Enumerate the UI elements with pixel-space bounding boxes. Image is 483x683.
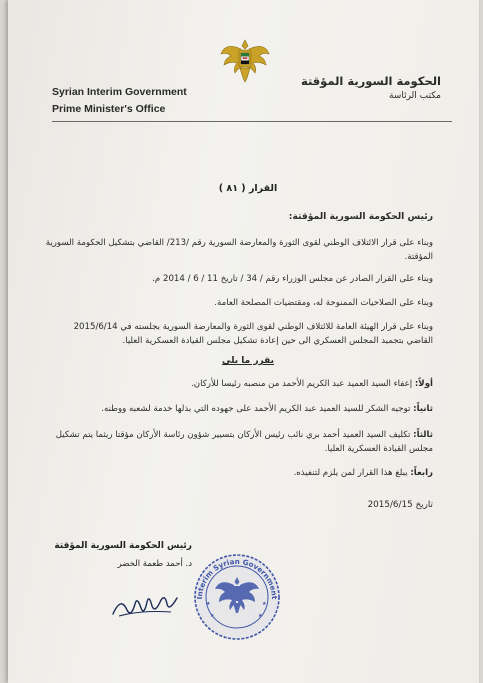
english-letterhead <box>52 84 187 118</box>
paragraph-2: وبناء على القرار الصادر عن مجلس الوزراء رقم / 34 / تاريخ 11 / 6 / 2014 م. <box>152 274 433 284</box>
letterhead-office-ar: مكتب الرئاسة <box>388 91 441 101</box>
item-3-label: ثالثاً: <box>413 430 433 440</box>
decides-heading: يقرر ما يلي <box>221 356 274 366</box>
svg-text:★: ★ <box>262 601 267 607</box>
paragraph-3: وبناء على الصلاحيات الممنوحة له، ومقتضيات المصلحة العامة. <box>214 298 433 308</box>
signature-block <box>50 541 192 569</box>
signatory-title: رئيس الحكومة السورية المؤقتة <box>54 541 192 551</box>
letterhead-government-ar: الحكومة السورية المؤقتة <box>300 74 441 88</box>
svg-text:★: ★ <box>206 601 211 607</box>
item-4 <box>45 466 433 480</box>
item-3 <box>45 428 433 456</box>
svg-text:Interim Syrian Government: Interim Syrian Government <box>194 556 280 600</box>
item-3-text: تكليف السيد العميد أحمد بري نائب رئيس الأركان بتسيير شؤون رئاسة الأركان مؤقتا ريثما يتم تشكيل مجلس القيادة العسكرية العليا. <box>55 430 433 454</box>
header-divider <box>52 121 452 122</box>
item-1-label: أولاً: <box>414 379 433 389</box>
item-2-text: توجيه الشكر للسيد العميد عبد الكريم الأحمد على جهوده التي بذلها خدمة لشعبه ووطنه. <box>101 404 411 414</box>
item-4-label: رابعاً: <box>410 468 433 478</box>
salutation: رئيس الحكومة السورية المؤقتة: <box>288 211 433 222</box>
item-1 <box>45 377 433 391</box>
arabic-letterhead <box>301 74 441 101</box>
signatory-name: د. أحمد طعمة الخضر <box>117 559 192 569</box>
item-2 <box>45 402 433 416</box>
item-4-text: يبلغ هذا القرار لمن يلزم لتنفيذه. <box>293 468 408 478</box>
item-1-text: إعفاء السيد العميد عبد الكريم الأحمد من منصبه رئيسا للأركان. <box>191 379 413 389</box>
svg-text:★: ★ <box>210 613 215 619</box>
letterhead-office-en: Prime Minister's Office <box>52 103 166 115</box>
official-stamp <box>188 547 286 641</box>
document-page <box>8 0 479 683</box>
paragraph-1: وبناء على قرار الائتلاف الوطني لقوى الثورة والمعارضة السورية رقم /213/ القاضي بتشكيل الحكومة السورية المؤقتة. <box>45 238 433 262</box>
svg-text:★: ★ <box>258 613 263 619</box>
letterhead-government-en: Syrian Interim Government <box>52 86 187 98</box>
handwritten-signature <box>111 590 181 620</box>
decision-number: القرار ( ٨١ ) <box>218 183 278 194</box>
decision-date: تاريخ 2015/6/15 <box>367 500 433 510</box>
eagle-emblem-icon <box>219 34 271 86</box>
item-2-label: ثانياً: <box>413 404 433 414</box>
paragraph-4: وبناء على قرار الهيئة العامة للائتلاف الوطني لقوى الثورة والمعارضة السورية بجلسته في 2015/6/14 القاضي بتجميد المجلس العسكري الى حين إعادة تشكيل مجلس القيادة العسكرية العليا. <box>73 322 433 346</box>
